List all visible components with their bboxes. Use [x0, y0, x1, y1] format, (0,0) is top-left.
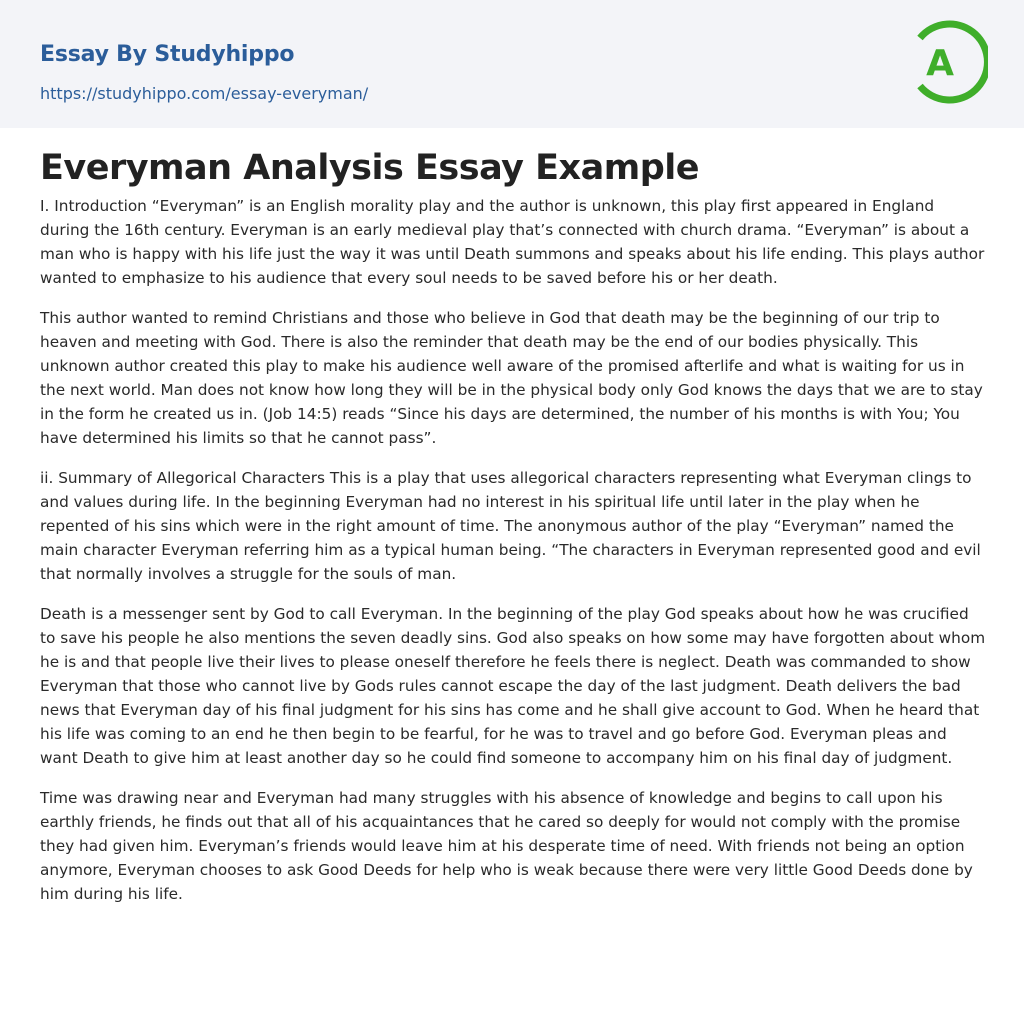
essay-body — [40, 194, 988, 922]
site-header — [0, 0, 1024, 128]
essay-paragraph: This author wanted to remind Christians and those who believe in God that death may be the beginning of our trip to heaven and meeting with God. There is also the reminder that death may be the end of our bodies physically. This unknown author created this play to make his audience well aware of the promised afterlife and what is waiting for us in the next world. Man does not know how long they will be in the physical body only God knows the days that we are to stay in the form he created us in. (Job 14:5) reads “Since his days are determined, the number of his months is with You; You have determined his limits so that he cannot pass”. — [40, 309, 983, 447]
logo-icon[interactable] — [912, 18, 988, 106]
page-url-link[interactable]: https://studyhippo.com/essay-everyman/ — [40, 84, 369, 103]
essay-paragraph: Time was drawing near and Everyman had many struggles with his absence of knowledge and begins to call upon his earthly friends, he finds out that all of his acquaintances that he cared so deeply for would not comply with the promise they had given him. Everyman’s friends would leave him at his desperate time of need. With friends not being an option anymore, Everyman chooses to ask Good Deeds for help who is weak because there were very little Good Deeds done by him during his life. — [40, 789, 973, 903]
essay-paragraph: Death is a messenger sent by God to call Everyman. In the beginning of the play God speaks about how he was crucified to save his people he also mentions the seven deadly sins. God also speaks on how some may have forgotten about whom he is and that people live their lives to please oneself therefore he feels there is neglect. Death was commanded to show Everyman that those who cannot live by Gods rules cannot escape the day of the last judgment. Death delivers the bad news that Everyman day of his final judgment for his sins has come and he shall give account to God. When he heard that his life was coming to an end he then begin to be fearful, for he was to travel and go before God. Everyman pleas and want Death to give him at least another day so he could find someone to accompany him on his final day of judgment. — [40, 605, 986, 767]
logo-letter: A — [926, 43, 954, 84]
essay-paragraph: I. Introduction “Everyman” is an English morality play and the author is unknown, this play first appeared in England during the 16th century. Everyman is an early medieval play that’s connected with church drama. “Everyman” is about a man who is happy with his life just the way it was until Death summons and speaks about his life ending. This plays author wanted to emphasize to his audience that every soul needs to be saved before his or her death. — [40, 197, 985, 287]
brand-link[interactable]: Essay By Studyhippo — [40, 42, 295, 67]
essay-paragraph: ii. Summary of Allegorical Characters This is a play that uses allegorical characters representing what Everyman clings to and values during life. In the beginning Everyman had no interest in his spiritual life until later in the play when he repented of his sins which were in the right amount of time. The anonymous author of the play “Everyman” named the main character Everyman referring him as a typical human being. “The characters in Everyman represented good and evil that normally involves a struggle for the souls of man. — [40, 469, 981, 583]
page-title: Everyman Analysis Essay Example — [40, 148, 699, 188]
